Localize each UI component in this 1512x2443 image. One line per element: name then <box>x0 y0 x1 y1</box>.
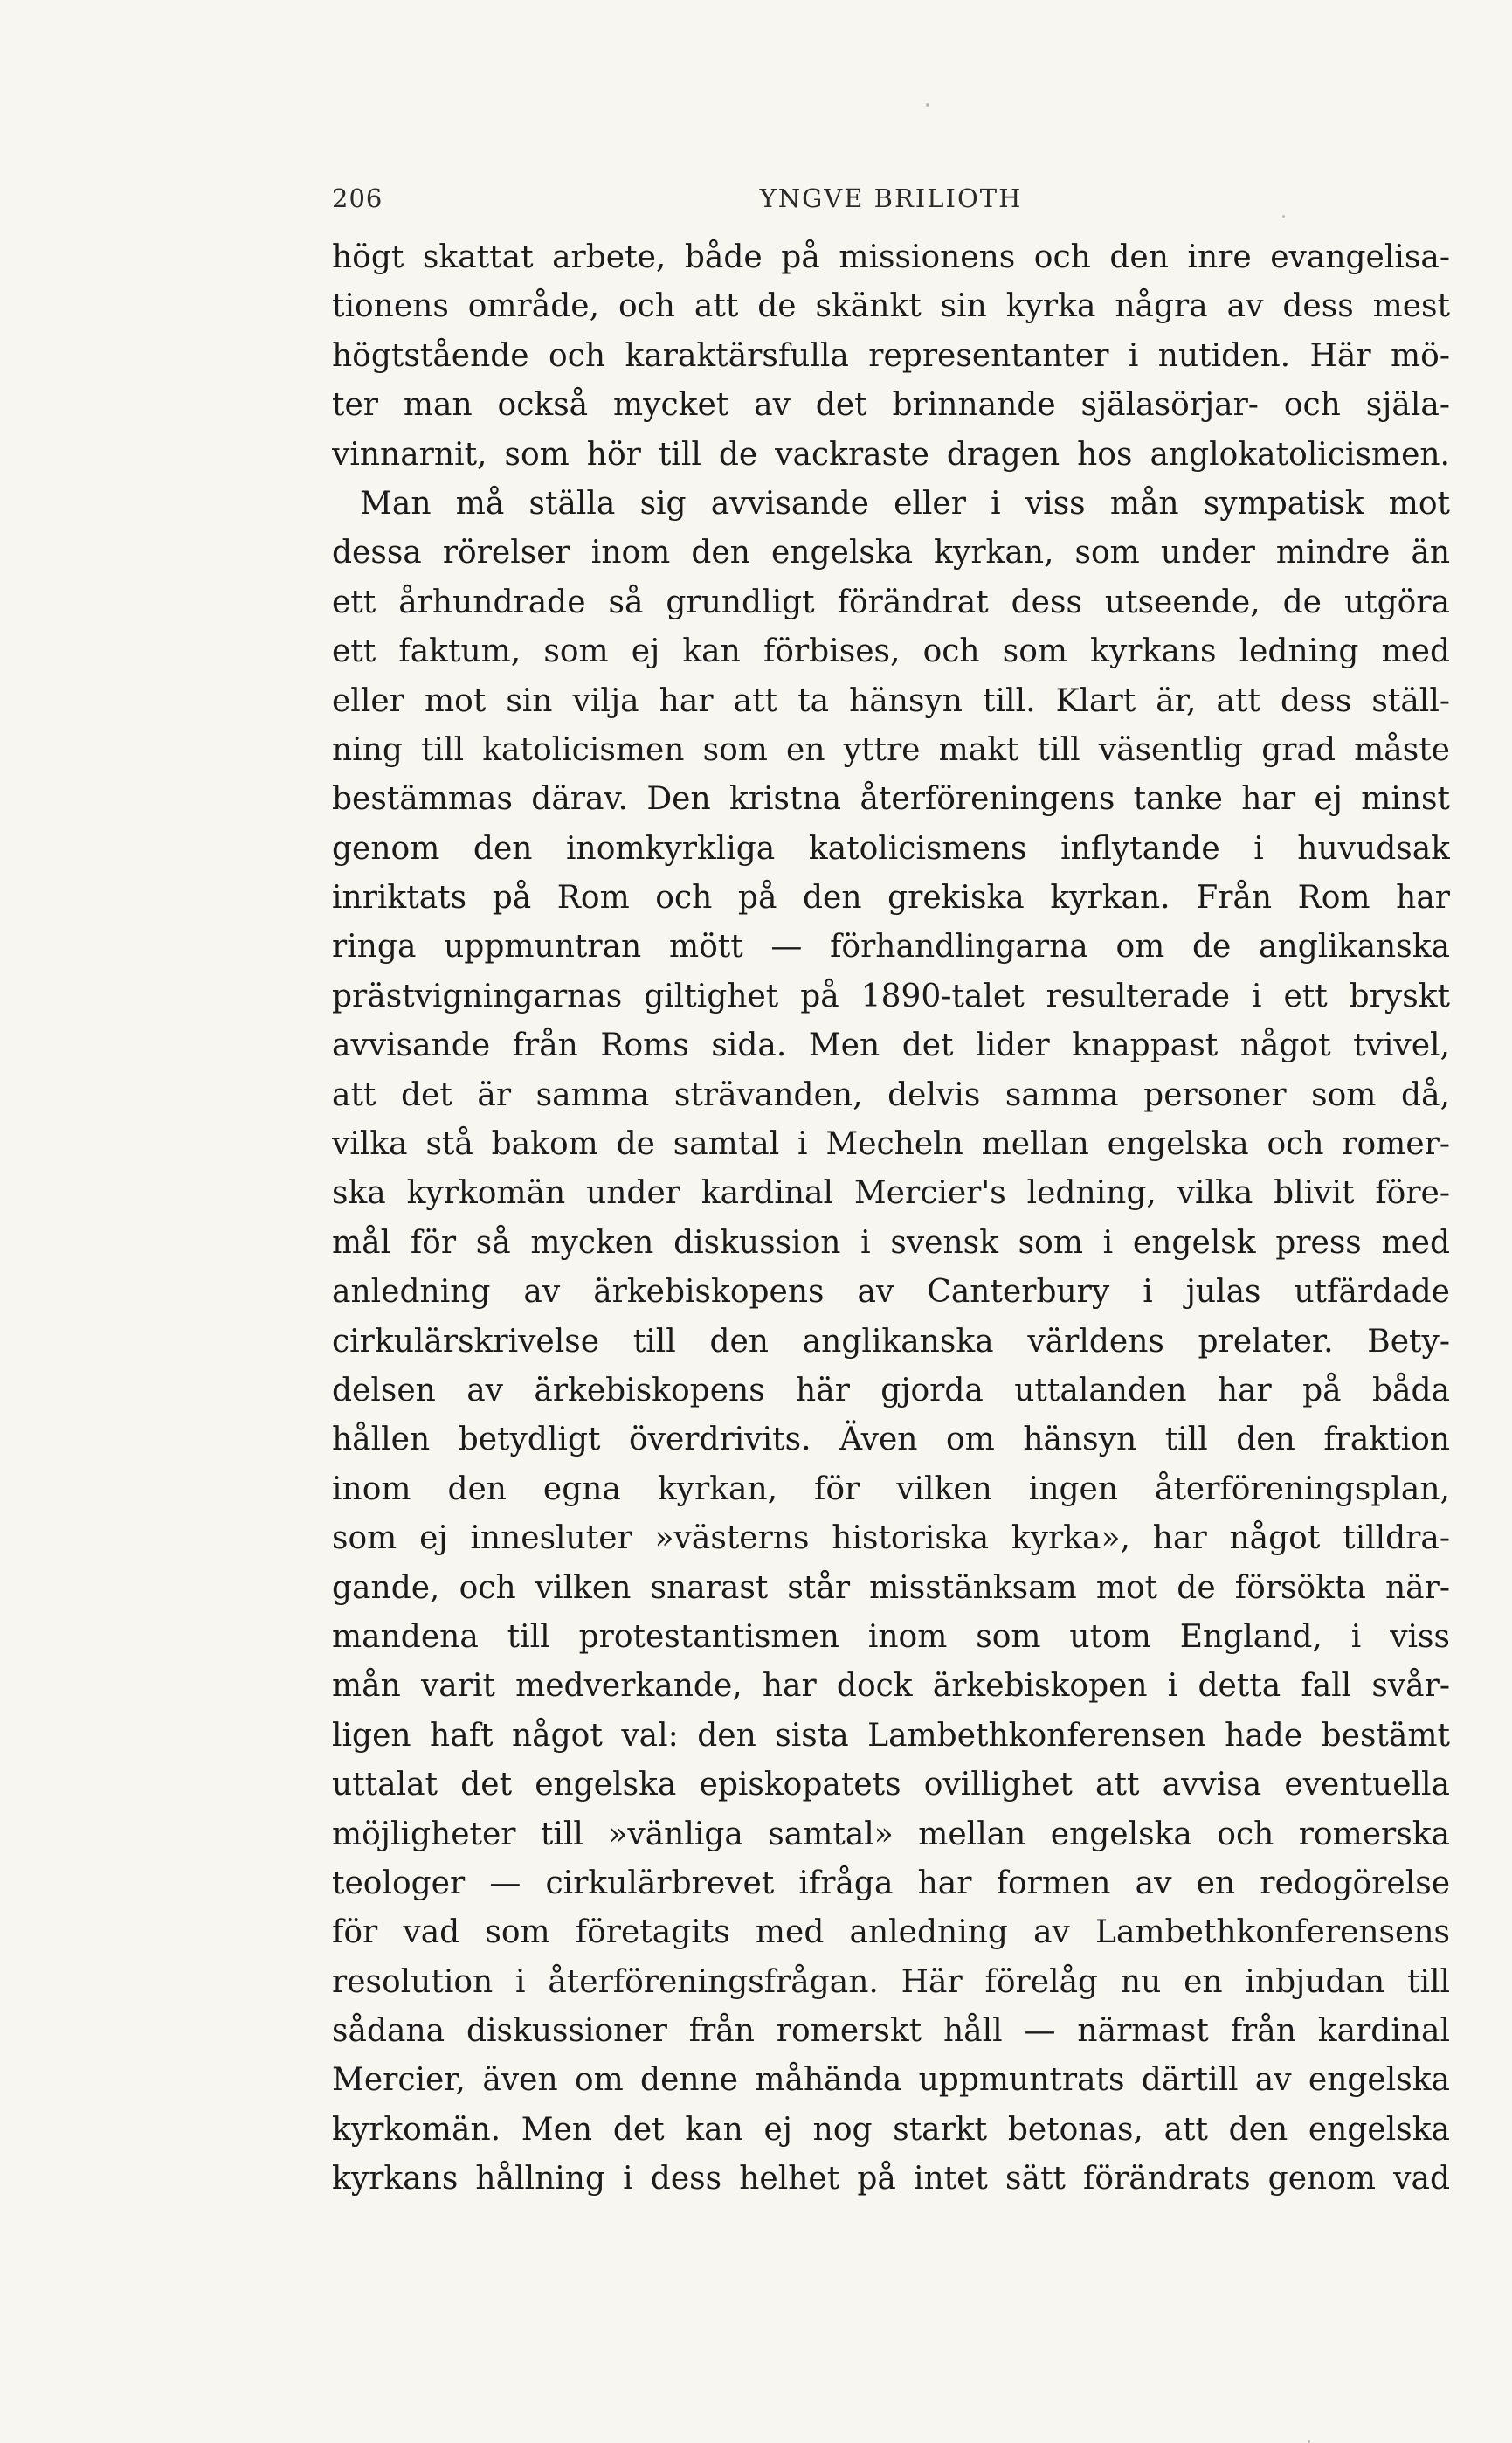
running-head <box>332 183 1450 225</box>
text-line: ter man också mycket av det brinnande själasörjar- och själa- <box>332 387 1450 424</box>
text-line: prästvigningarnas giltighet på 1890-talet resulterade i ett bryskt <box>332 978 1450 1014</box>
text-line: som ej innesluter »västerns historiska kyrka», har något tilldra- <box>332 1520 1450 1557</box>
text-line: dessa rörelser inom den engelska kyrkan, som under mindre än <box>332 535 1450 571</box>
text-line: inriktats på Rom och på den grekiska kyrkan. Från Rom har <box>332 880 1450 917</box>
body-text <box>332 233 1450 2204</box>
text-line: resolution i återföreningsfrågan. Här förelåg nu en inbjudan till <box>332 1963 1450 2000</box>
text-line: hållen betydligt överdrivits. Även om hänsyn till den fraktion <box>332 1422 1450 1458</box>
text-line: vilka stå bakom de samtal i Mecheln mellan engelska och romer- <box>332 1126 1450 1163</box>
paper-speck <box>926 103 929 107</box>
running-head-author: YNGVE BRILIOTH <box>759 183 1023 213</box>
text-line: bestämmas därav. Den kristna återföreningens tanke har ej minst <box>332 781 1450 818</box>
text-line: ringa uppmuntran mött — förhandlingarna om de anglikanska <box>332 929 1450 965</box>
text-line: att det är samma strävanden, delvis samma personer som då, <box>332 1076 1450 1113</box>
text-line: vinnarnit, som hör till de vackraste dragen hos anglokatolicismen. <box>332 436 1450 473</box>
text-line: kyrkans hållning i dess helhet på intet sätt förändrats genom vad <box>332 2161 1450 2197</box>
text-line: eller mot sin vilja har att ta hänsyn till. Klart är, att dess ställ- <box>332 682 1450 719</box>
text-line: mål för så mycken diskussion i svensk som i engelsk press med <box>332 1224 1450 1261</box>
text-line: högt skattat arbete, både på missionens och den inre evangelisa- <box>332 239 1450 275</box>
text-line: mån varit medverkande, har dock ärkebiskopen i detta fall svår- <box>332 1668 1450 1705</box>
text-line: ett århundrade så grundligt förändrat dess utseende, de utgöra <box>332 584 1450 620</box>
text-line: avvisande från Roms sida. Men det lider knappast något tvivel, <box>332 1028 1450 1064</box>
text-line: inom den egna kyrkan, för vilken ingen återföreningsplan, <box>332 1471 1450 1507</box>
text-line: kyrkomän. Men det kan ej nog starkt betonas, att den engelska <box>332 2111 1450 2148</box>
text-line: teologer — cirkulärbrevet ifråga har formen av en redogörelse <box>332 1865 1450 1901</box>
text-line: möjligheter till »vänliga samtal» mellan engelska och romerska <box>332 1816 1450 1852</box>
text-line: cirkulärskrivelse till den anglikanska världens prelater. Bety- <box>332 1323 1450 1360</box>
text-line: ligen haft något val: den sista Lambethkonferensen hade bestämt <box>332 1717 1450 1754</box>
text-line: ett faktum, som ej kan förbises, och som kyrkans ledning med <box>332 633 1450 670</box>
text-line: mandena till protestantismen inom som utom England, i viss <box>332 1618 1450 1655</box>
text-line: högtstående och karaktärsfulla representanter i nutiden. Här mö- <box>332 337 1450 374</box>
text-line: sådana diskussioner från romerskt håll — närmast från kardinal <box>332 2013 1450 2050</box>
text-line: gande, och vilken snarast står misstänksam mot de försökta när- <box>332 1569 1450 1606</box>
text-line: delsen av ärkebiskopens här gjorda uttalanden har på båda <box>332 1372 1450 1408</box>
text-line: ska kyrkomän under kardinal Mercier's ledning, vilka blivit före- <box>332 1175 1450 1212</box>
text-line: tionens område, och att de skänkt sin kyrka några av dess mest <box>332 288 1450 325</box>
text-line: ning till katolicismen som en yttre makt till väsentlig grad måste <box>332 731 1450 768</box>
text-line: uttalat det engelska episkopatets ovillighet att avvisa eventuella <box>332 1767 1450 1803</box>
paragraph-start-line: Man må ställa sig avvisande eller i viss mån sympatisk mot <box>360 485 1450 522</box>
text-line: anledning av ärkebiskopens av Canterbury i julas utfärdade <box>332 1274 1450 1311</box>
text-line: Mercier, även om denne måhända uppmuntrats därtill av engelska <box>332 2062 1450 2099</box>
text-line: för vad som företagits med anledning av Lambethkonferensens <box>332 1914 1450 1951</box>
page-number: 206 <box>332 183 383 213</box>
text-line: genom den inomkyrkliga katolicismens inflytande i huvudsak <box>332 830 1450 867</box>
